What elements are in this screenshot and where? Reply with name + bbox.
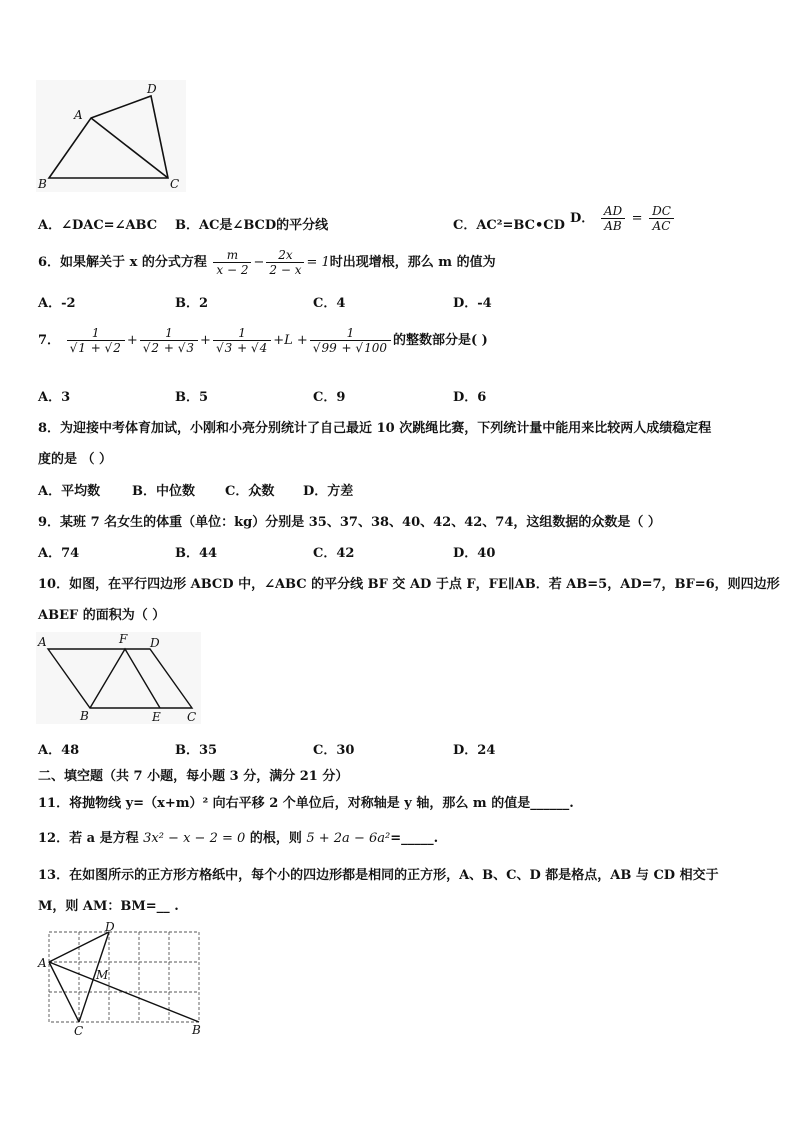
q5-option-c: C．AC²=BC•CD xyxy=(453,218,565,233)
q7-term-1-num: 1 xyxy=(91,326,100,340)
q10-option-d: D．24 xyxy=(453,743,496,758)
q8-option-a: A．平均数 xyxy=(38,484,101,499)
q5-d-frac1-den: AB xyxy=(601,218,625,233)
q6-frac1-den: x − 2 xyxy=(213,262,251,277)
q7-question xyxy=(38,326,488,355)
q9-option-a: A．74 xyxy=(38,546,80,561)
q10-line-2: ABEF 的面积为（ ） xyxy=(38,608,166,623)
q5-option-d-prefix: D． xyxy=(570,211,595,226)
q5-option-d-fraction-2 xyxy=(649,204,674,233)
q12-suffix: =_____. xyxy=(390,831,439,846)
q5-figure xyxy=(36,80,186,192)
q13-figure xyxy=(36,918,206,1038)
q7-term-4 xyxy=(310,326,391,355)
q13-line-2: M，则 AM：BM=__ . xyxy=(38,899,179,914)
q9-option-c: C．42 xyxy=(313,546,355,561)
q6-frac2-den: 2 − x xyxy=(266,262,304,277)
q8-option-c: C．众数 xyxy=(225,484,275,499)
q12-mid: 的根，则 xyxy=(249,831,302,846)
q10-label-b: B xyxy=(80,709,89,723)
q7-term-2-den-a: 2 xyxy=(151,341,160,355)
q7-term-3-den-b: 4 xyxy=(259,341,268,355)
q7-term-2 xyxy=(140,326,198,355)
q7-ellipsis: +L + xyxy=(273,333,308,348)
q5-d-frac2-num: DC xyxy=(652,204,671,218)
q7-term-1-den-a: 1 xyxy=(78,341,86,355)
q7-term-1 xyxy=(67,326,125,355)
q7-term-3-den-a: 3 xyxy=(224,341,233,355)
q11-text: 11．将抛物线 y=（x+m）² 向右平移 2 个单位后，对称轴是 y 轴，那么 m 的值是______. xyxy=(38,796,574,811)
q12-prefix: 12．若 a 是方程 xyxy=(38,831,139,846)
q5-option-d xyxy=(570,204,676,233)
q6-frac1-num: m xyxy=(226,248,239,262)
q5-option-a: A．∠DAC=∠ABC xyxy=(38,218,158,233)
q6-option-d: D．-4 xyxy=(453,296,492,311)
q10-label-d: D xyxy=(150,636,160,650)
q6-option-b: B．2 xyxy=(175,296,209,311)
q9-option-d: D．40 xyxy=(453,546,496,561)
q7-term-3 xyxy=(213,326,271,355)
q13-label-d: D xyxy=(105,920,115,934)
q7-plus-2: + xyxy=(200,333,211,348)
q8-line-2: 度的是 （ ） xyxy=(38,452,113,467)
q8-option-b: B．中位数 xyxy=(132,484,195,499)
q5-d-frac1-num: AD xyxy=(603,204,623,218)
q6-suffix: 时出现增根，那么 m 的值为 xyxy=(329,255,496,270)
q7-option-b: B．5 xyxy=(175,390,209,405)
q6-question xyxy=(38,248,496,277)
q9-line-1: 9．某班 7 名女生的体重（单位：kg）分别是 35、37、38、40、42、42、74，这组数据的众数是（ ） xyxy=(38,515,661,530)
q8-option-d: D．方差 xyxy=(303,484,354,499)
q10-figure xyxy=(36,632,201,724)
q6-fraction-2 xyxy=(266,248,304,277)
q12-expression: 5 + 2a − 6a² xyxy=(306,831,391,846)
q6-option-c: C．4 xyxy=(313,296,346,311)
q10-label-f: F xyxy=(119,632,128,646)
q7-term-1-den: √1 + √2 xyxy=(67,340,125,355)
q7-option-a: A．3 xyxy=(38,390,71,405)
q13-label-m: M xyxy=(96,968,109,982)
q7-plus-1: + xyxy=(126,333,138,348)
q7-term-3-num: 1 xyxy=(238,326,246,340)
q7-term-2-num: 1 xyxy=(165,326,173,340)
q7-term-2-den: √2 + √3 xyxy=(140,340,198,355)
q13-line-1: 13．在如图所示的正方形方格纸中，每个小的四边形都是相同的正方形，A、B、C、D 都是格点，AB 与 CD 相交于 xyxy=(38,868,719,883)
section-2-title: 二、填空题（共 7 小题，每小题 3 分，满分 21 分） xyxy=(38,769,349,784)
q13-label-b: B xyxy=(192,1023,201,1037)
q6-eq: = 1 xyxy=(306,255,330,270)
q5-label-c: C xyxy=(170,177,180,191)
q10-option-c: C．30 xyxy=(313,743,355,758)
q7-term-4-den: √99 + √100 xyxy=(310,340,391,355)
q7-term-4-num: 1 xyxy=(346,326,355,340)
q7-prefix: 7． xyxy=(38,333,61,348)
q7-option-c: C．9 xyxy=(313,390,346,405)
q7-option-d: D．6 xyxy=(453,390,487,405)
q10-line-1: 10．如图，在平行四边形 ABCD 中，∠ABC 的平分线 BF 交 AD 于点 F，FE∥AB．若 AB=5，AD=7，BF=6，则四边形 xyxy=(38,577,780,592)
q5-d-frac2-den: AC xyxy=(649,218,674,233)
q10-label-a: A xyxy=(38,635,47,649)
q5-d-eq: = xyxy=(631,211,643,226)
q13-label-a: A xyxy=(38,956,47,970)
q5-label-a: A xyxy=(74,108,83,122)
q7-term-3-den: √3 + √4 xyxy=(213,340,271,355)
q5-label-b: B xyxy=(38,177,47,191)
q5-option-d-fraction-1 xyxy=(601,204,625,233)
q12-question xyxy=(38,827,438,846)
q10-label-c: C xyxy=(187,710,197,724)
q7-term-2-den-b: 3 xyxy=(186,341,195,355)
q6-fraction-1 xyxy=(213,248,251,277)
q7-suffix: 的整数部分是( ) xyxy=(392,333,488,348)
q7-term-4-den-b: 100 xyxy=(364,341,387,355)
q13-label-c: C xyxy=(74,1024,84,1038)
q6-option-a: A．-2 xyxy=(38,296,76,311)
q7-term-4-den-a: 99 xyxy=(321,341,337,355)
q10-label-e: E xyxy=(152,710,161,724)
q6-frac2-num: 2x xyxy=(278,248,293,262)
q5-option-b: B．AC是∠BCD的平分线 xyxy=(175,218,329,233)
q10-option-b: B．35 xyxy=(175,743,218,758)
q5-label-d: D xyxy=(147,82,157,96)
q10-option-a: A．48 xyxy=(38,743,80,758)
q9-option-b: B．44 xyxy=(175,546,218,561)
q6-minus: − xyxy=(253,255,265,270)
q12-equation: 3x² − x − 2 = 0 xyxy=(143,831,246,846)
q7-term-1-den-b: 2 xyxy=(113,341,121,355)
q6-prefix: 6．如果解关于 x 的分式方程 xyxy=(38,255,207,270)
q8-line-1: 8．为迎接中考体育加试，小刚和小亮分别统计了自己最近 10 次跳绳比赛，下列统计量中能用来比较两人成绩稳定程 xyxy=(38,421,712,436)
